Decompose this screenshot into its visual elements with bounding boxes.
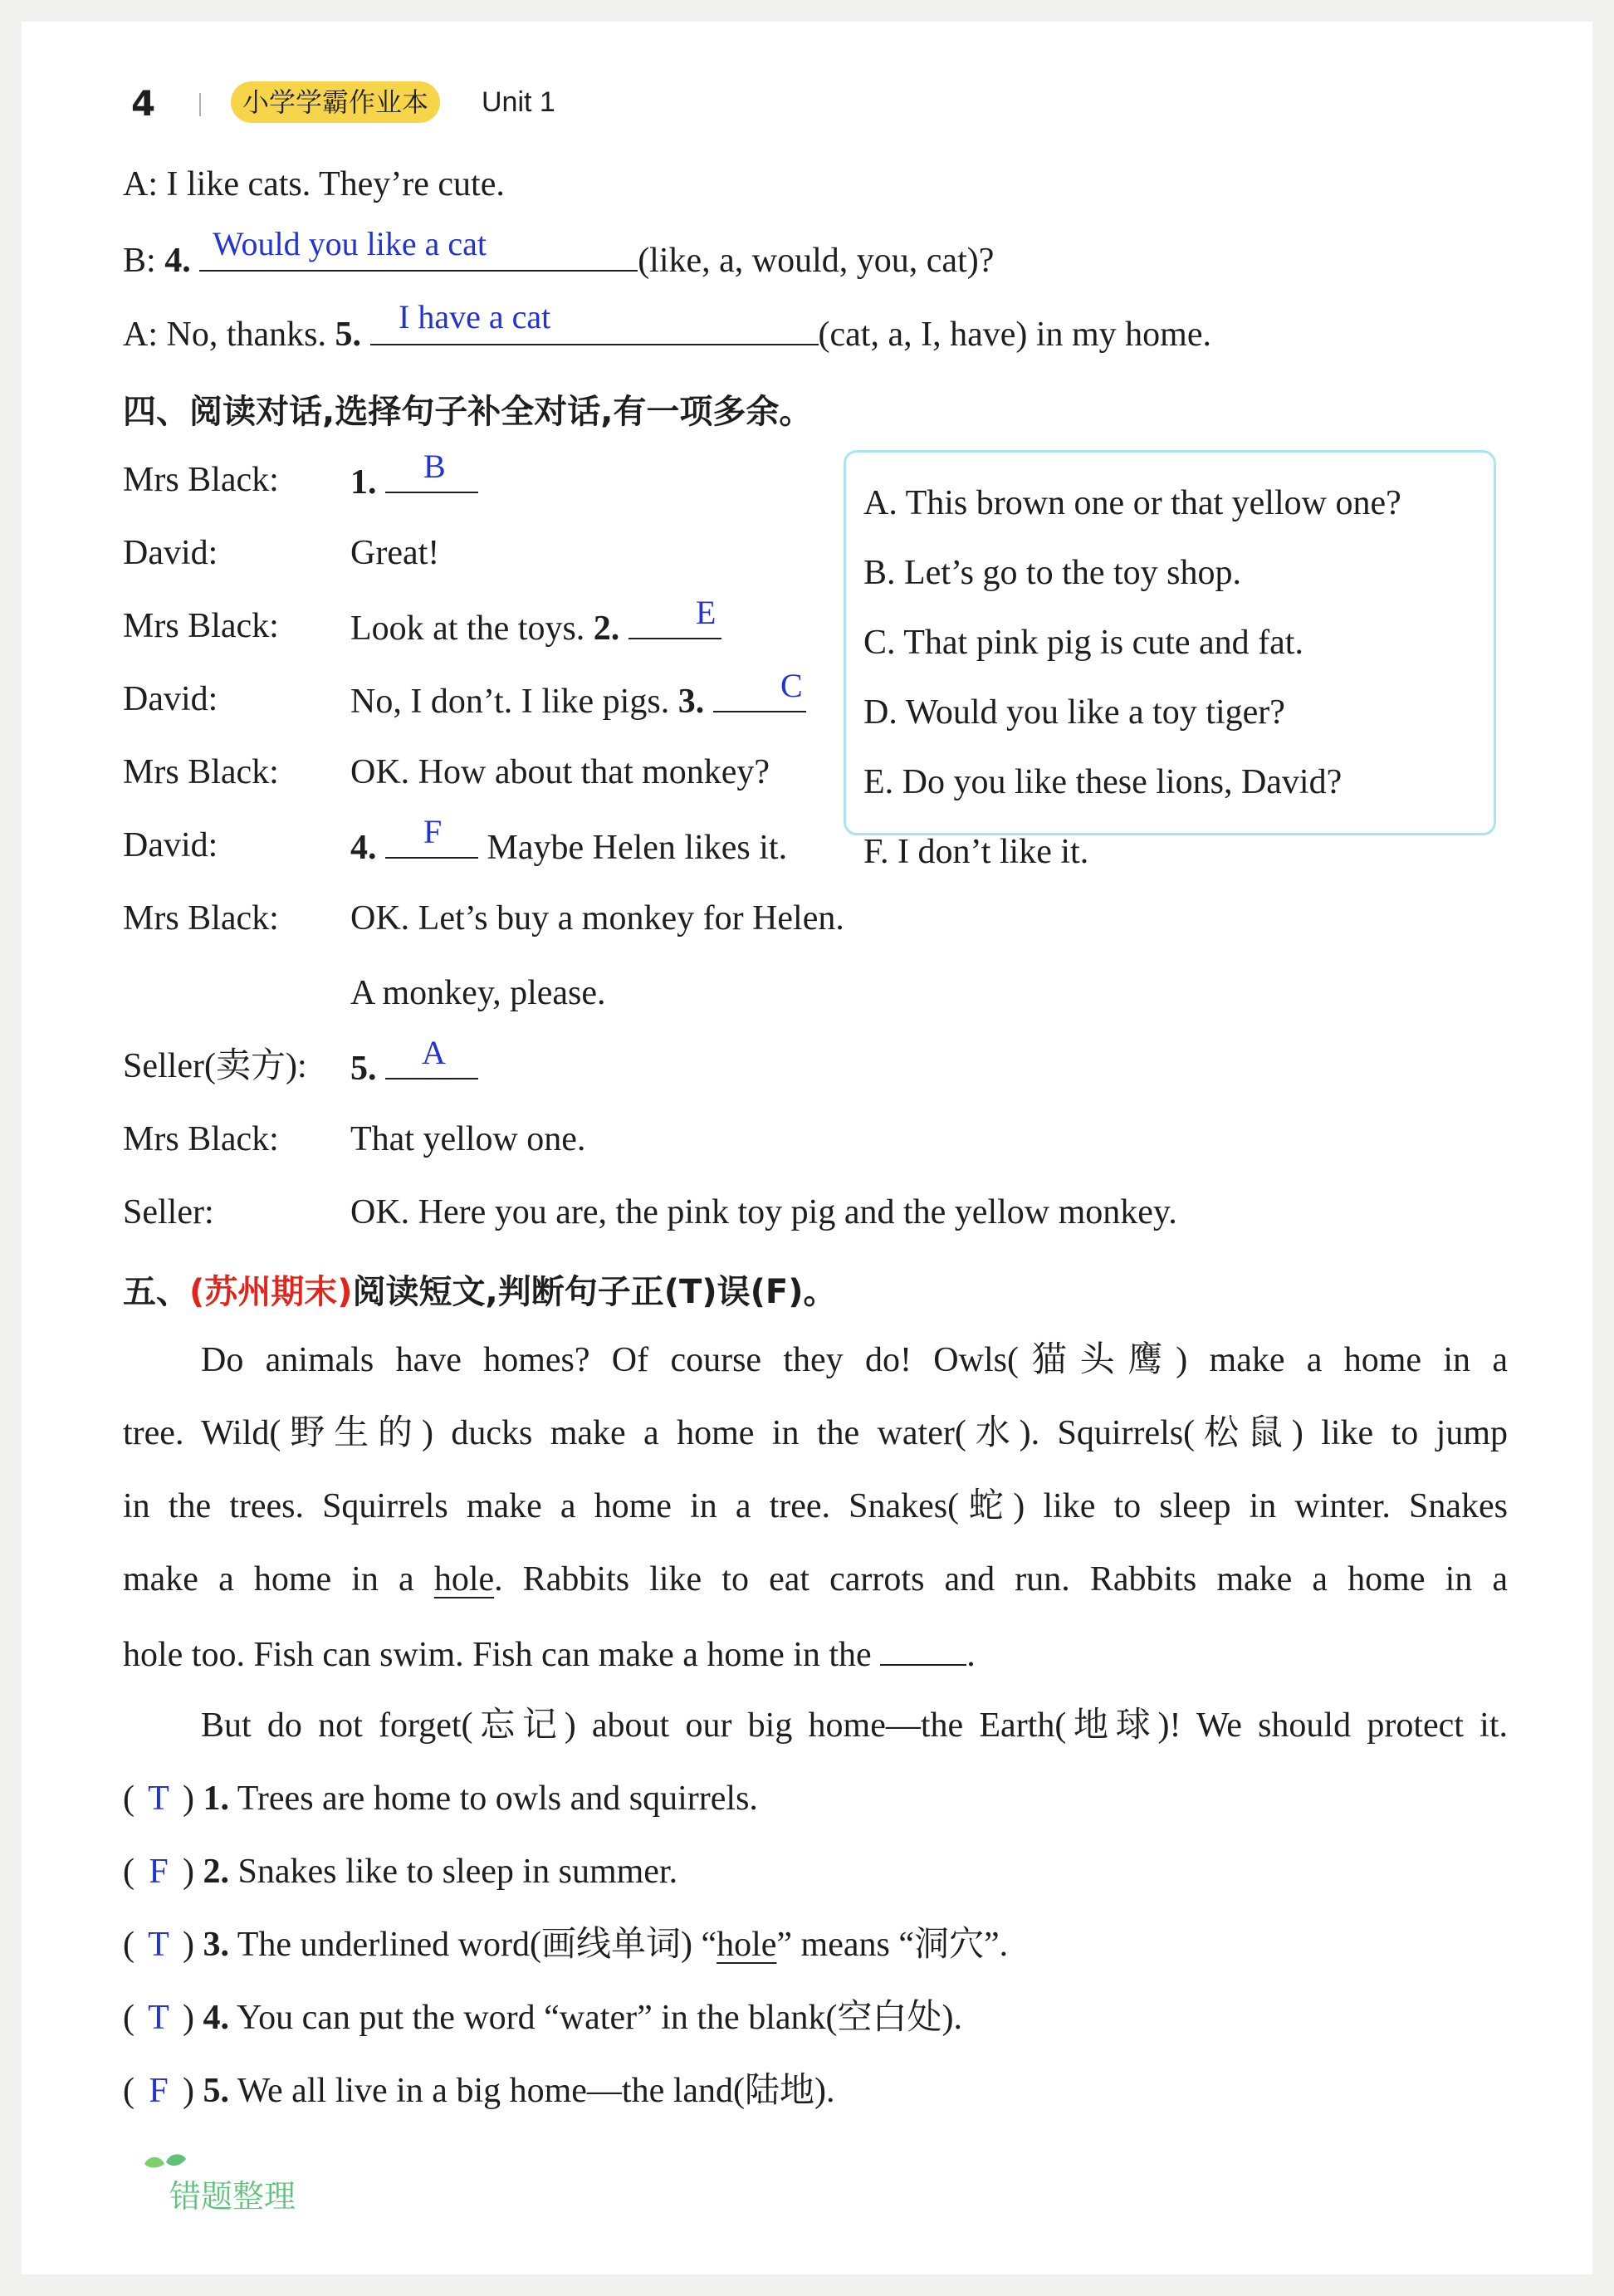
dialogue-speaker: David: <box>123 534 218 572</box>
judgment-answer[interactable]: F <box>149 1853 169 1891</box>
speaker-b: B: <box>123 242 156 280</box>
item-number: 4. <box>164 242 191 280</box>
dialogue-line <box>350 605 721 650</box>
underlined-word-hole: hole <box>433 1560 495 1598</box>
speaker-seller: Seller(卖方): <box>123 1047 307 1085</box>
answer-bracket-close: ) <box>183 1853 194 1891</box>
passage-text: . Rabbits like to eat carrots and run. Rabbits make a home in a <box>494 1560 1509 1598</box>
passage-text: . <box>966 1636 976 1674</box>
dialogue-line <box>350 1045 478 1090</box>
dialogue-line: Great! <box>350 534 440 572</box>
dialogue-speaker <box>123 1045 307 1088</box>
passage-line-5 <box>123 1631 976 1677</box>
book-title-badge <box>231 81 440 123</box>
answer-bracket-open: ( <box>123 1926 134 1964</box>
question-text: The underlined word(画线单词) “ <box>237 1926 717 1964</box>
answer-bracket-open: ( <box>123 1853 134 1891</box>
dialogue-speaker: Mrs Black: <box>123 461 279 499</box>
section-5-heading <box>123 1265 837 1313</box>
passage-blank[interactable] <box>880 1631 966 1666</box>
dialogue-line: OK. Here you are, the pink toy pig and the yellow monkey. <box>350 1193 1177 1231</box>
dialogue-speaker: Seller: <box>123 1193 214 1231</box>
line-a-cats: A: I like cats. They’re cute. <box>123 165 505 203</box>
handwritten-answer: E <box>696 594 717 631</box>
question-text: We all live in a big home—the land(陆地). <box>237 2072 835 2110</box>
answer-bracket-open: ( <box>123 2072 134 2110</box>
line-text: Look at the toys. <box>350 609 585 648</box>
line-text: Maybe Helen likes it. <box>487 829 788 867</box>
passage-line-3: in the trees. Squirrels make a home in a tree. Snakes(蛇) like to sleep in winter. Snakes <box>123 1487 1508 1525</box>
answer-bracket-close: ) <box>183 1780 194 1818</box>
item-number: 2. <box>203 1853 229 1891</box>
question-text: ” means “洞穴”. <box>776 1926 1009 1964</box>
handwritten-answer: F <box>423 813 443 850</box>
dialogue-speaker: David: <box>123 680 218 718</box>
handwritten-answer-5: I have a cat <box>399 298 551 335</box>
word-hint: (cat, a, I, have) in my home. <box>818 316 1211 354</box>
judgment-answer[interactable]: T <box>148 1780 169 1818</box>
option-c: C. That pink pig is cute and fat. <box>863 624 1303 662</box>
book-title: 小学学霸作业本 <box>242 86 429 118</box>
question-text: You can put the word “water” in the blank(空白处). <box>236 1999 962 2037</box>
item-number: 1. <box>350 463 377 502</box>
item-number: 4. <box>350 829 377 867</box>
answer-bracket-open: ( <box>123 1999 134 2037</box>
dialogue-line: OK. How about that monkey? <box>350 753 770 791</box>
option-f: F. I don’t like it. <box>863 833 1089 871</box>
judgment-question-4 <box>123 1996 962 2039</box>
line-text: No, I don’t. I like pigs. <box>350 683 670 721</box>
speaker-a: A: No, thanks. <box>123 316 326 354</box>
dialogue-speaker: Mrs Black: <box>123 753 279 791</box>
handwritten-answer-4: Would you like a cat <box>213 225 487 262</box>
item-number: 4. <box>203 1999 229 2037</box>
header-divider <box>199 93 201 116</box>
item-number: 3. <box>203 1926 229 1964</box>
heading-text: 阅读短文,判断句子正(T)误(F)。 <box>352 1273 837 1311</box>
dialogue-speaker: Mrs Black: <box>123 1120 279 1158</box>
handwritten-answer: B <box>423 448 446 485</box>
item-number: 3. <box>677 683 705 721</box>
dialogue-line: OK. Let’s buy a monkey for Helen. <box>350 899 844 937</box>
judgment-answer[interactable]: T <box>148 1926 169 1964</box>
unit-label: Unit 1 <box>482 86 555 118</box>
dialogue-line: That yellow one. <box>350 1120 586 1158</box>
handwritten-answer: A <box>422 1034 446 1071</box>
dialogue-line: A monkey, please. <box>350 974 606 1012</box>
answer-bracket-open: ( <box>123 1780 134 1818</box>
dialogue-speaker: Mrs Black: <box>123 899 279 937</box>
option-e: E. Do you like these lions, David? <box>863 763 1343 801</box>
judgment-question-1 <box>123 1777 758 1820</box>
item-number: 5. <box>350 1050 377 1088</box>
source-tag: (苏州期末) <box>189 1273 353 1311</box>
answer-bracket-close: ) <box>183 1926 194 1964</box>
judgment-question-5 <box>123 2069 835 2112</box>
option-a: A. This brown one or that yellow one? <box>863 484 1401 522</box>
page-number: 4 <box>131 83 156 124</box>
heading-prefix: 五、 <box>123 1273 189 1311</box>
dialogue-line <box>350 824 787 869</box>
dialogue-speaker: David: <box>123 826 218 864</box>
dialogue-line <box>350 678 806 723</box>
answer-bracket-close: ) <box>183 1999 194 2037</box>
passage-text: hole too. Fish can swim. Fish can make a home in the <box>123 1636 872 1674</box>
option-d: D. Would you like a toy tiger? <box>863 693 1285 732</box>
question-text: Snakes like to sleep in summer. <box>237 1853 678 1891</box>
item-number: 2. <box>593 609 620 648</box>
passage-line-1: Do animals have homes? Of course they do! Owls(猫头鹰) make a home in a <box>201 1341 1508 1379</box>
judgment-question-2 <box>123 1850 677 1893</box>
section-4-heading: 四、阅读对话,选择句子补全对话,有一项多余。 <box>123 393 813 431</box>
word-hint: (like, a, would, you, cat)? <box>638 242 995 280</box>
item-number: 1. <box>203 1780 229 1818</box>
underlined-word-hole: hole <box>717 1926 777 1964</box>
item-number: 5. <box>335 316 361 354</box>
judgment-answer[interactable]: T <box>148 1999 169 2037</box>
judgment-answer[interactable]: F <box>149 2072 169 2110</box>
footer-label: 错题整理 <box>169 2178 296 2215</box>
passage-text: make a home in a <box>123 1560 414 1598</box>
passage-line-2: tree. Wild(野生的) ducks make a home in the water(水). Squirrels(松鼠) like to jump <box>123 1414 1508 1452</box>
passage-line-4 <box>123 1558 1508 1601</box>
line-a-answer <box>123 311 1211 356</box>
item-number: 5. <box>203 2072 229 2110</box>
option-b: B. Let’s go to the toy shop. <box>863 554 1241 592</box>
passage-line-6: But do not forget(忘记) about our big home—the Earth(地球)! We should protect it. <box>201 1706 1508 1745</box>
answer-bracket-close: ) <box>183 2072 194 2110</box>
dialogue-speaker: Mrs Black: <box>123 607 279 645</box>
handwritten-answer: C <box>780 667 803 704</box>
judgment-question-3 <box>123 1923 1008 1966</box>
dialogue-line <box>350 458 478 504</box>
question-text: Trees are home to owls and squirrels. <box>237 1780 758 1818</box>
